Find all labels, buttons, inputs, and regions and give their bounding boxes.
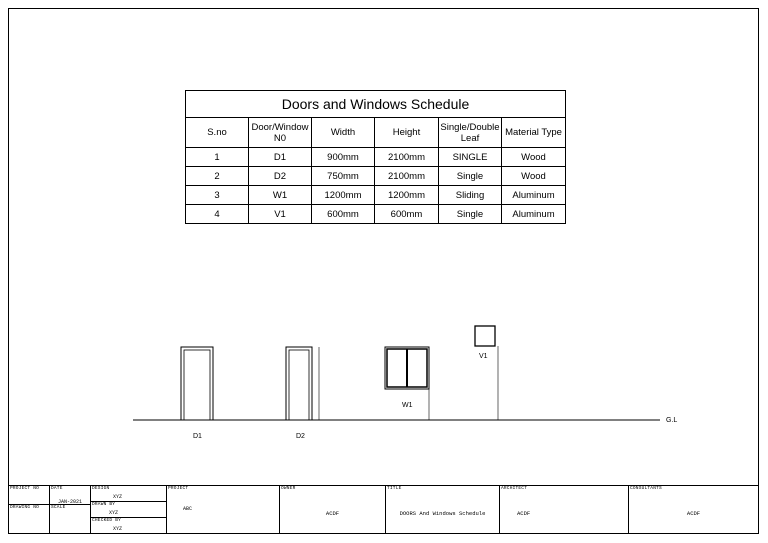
header-leaf: Single/Double Leaf: [439, 118, 502, 148]
drawn-by-cell: [90, 501, 167, 518]
table-cell: 4: [186, 205, 249, 224]
architect-value: ACDF: [517, 510, 531, 517]
title-cell: [385, 485, 500, 534]
table-cell: D2: [249, 167, 312, 186]
consultants-cell: [628, 485, 759, 534]
door-d1-label: D1: [193, 433, 202, 440]
consultants-label: CONSULTANTS: [630, 486, 662, 491]
owner-label: OWNER: [281, 486, 296, 491]
table-row: [186, 186, 566, 205]
header-sno: S.no: [186, 118, 249, 148]
table-row: [186, 205, 566, 224]
date-value: JAN-2021: [58, 499, 83, 505]
architect-cell: [499, 485, 629, 534]
title-block: [8, 485, 759, 534]
table-cell: D1: [249, 148, 312, 167]
table-cell: Single: [439, 205, 502, 224]
window-w1-label: W1: [402, 402, 413, 409]
project-value: ABC: [183, 506, 193, 512]
checked-by-label: CHECKED BY: [92, 518, 122, 523]
table-cell: Aluminum: [502, 205, 566, 224]
ventilator-v1-label: V1: [479, 353, 488, 360]
table-cell: 600mm: [312, 205, 375, 224]
drawn-by-value: XYZ: [109, 510, 119, 516]
scale-cell: [49, 504, 91, 534]
drawing-sheet-border: [8, 8, 759, 534]
table-cell: 750mm: [312, 167, 375, 186]
table-cell: 1200mm: [375, 186, 439, 205]
project-no-label: PROJECT NO: [10, 486, 40, 491]
table-cell: SINGLE: [439, 148, 502, 167]
design-label: DESIGN: [92, 486, 110, 491]
scale-label: SCALE: [51, 505, 66, 510]
date-label: DATE: [51, 486, 63, 491]
table-cell: Single: [439, 167, 502, 186]
title-label: TITLE: [387, 486, 402, 491]
drawing-no-cell: [8, 504, 50, 534]
table-row: [186, 148, 566, 167]
project-cell: [166, 485, 280, 534]
table-cell: Wood: [502, 167, 566, 186]
project-no-cell: [8, 485, 50, 505]
table-cell: Wood: [502, 148, 566, 167]
header-door-window-no: Door/Window N0: [249, 118, 312, 148]
design-value: XYZ: [113, 494, 123, 500]
table-cell: 2100mm: [375, 167, 439, 186]
drawing-no-label: DRAWING NO: [10, 505, 40, 510]
architect-label: ARCHITECT: [501, 486, 528, 491]
drawn-by-label: DRAWN BY: [92, 502, 116, 507]
header-width: Width: [312, 118, 375, 148]
header-material-type: Material Type: [502, 118, 566, 148]
table-cell: 2100mm: [375, 148, 439, 167]
table-cell: Sliding: [439, 186, 502, 205]
doors-windows-schedule-table: [185, 90, 566, 224]
project-label: PROJECT: [168, 486, 189, 491]
table-cell: W1: [249, 186, 312, 205]
consultants-value: ACDF: [686, 510, 701, 517]
table-row: [186, 167, 566, 186]
schedule-title: Doors and Windows Schedule: [186, 91, 566, 118]
date-cell: [49, 485, 91, 505]
owner-value: ACDF: [325, 510, 340, 517]
owner-cell: [279, 485, 386, 534]
ground-level-label: G.L: [666, 417, 678, 424]
checked-by-value: XYZ: [113, 526, 123, 532]
table-cell: V1: [249, 205, 312, 224]
table-cell: 1200mm: [312, 186, 375, 205]
title-value: DOORS And Windows Schedule: [399, 510, 486, 517]
design-cell: [90, 485, 167, 502]
checked-by-cell: [90, 517, 167, 534]
table-cell: Aluminum: [502, 186, 566, 205]
table-cell: 2: [186, 167, 249, 186]
table-cell: 3: [186, 186, 249, 205]
door-d2-label: D2: [296, 433, 305, 440]
header-height: Height: [375, 118, 439, 148]
table-cell: 600mm: [375, 205, 439, 224]
table-cell: 1: [186, 148, 249, 167]
table-cell: 900mm: [312, 148, 375, 167]
